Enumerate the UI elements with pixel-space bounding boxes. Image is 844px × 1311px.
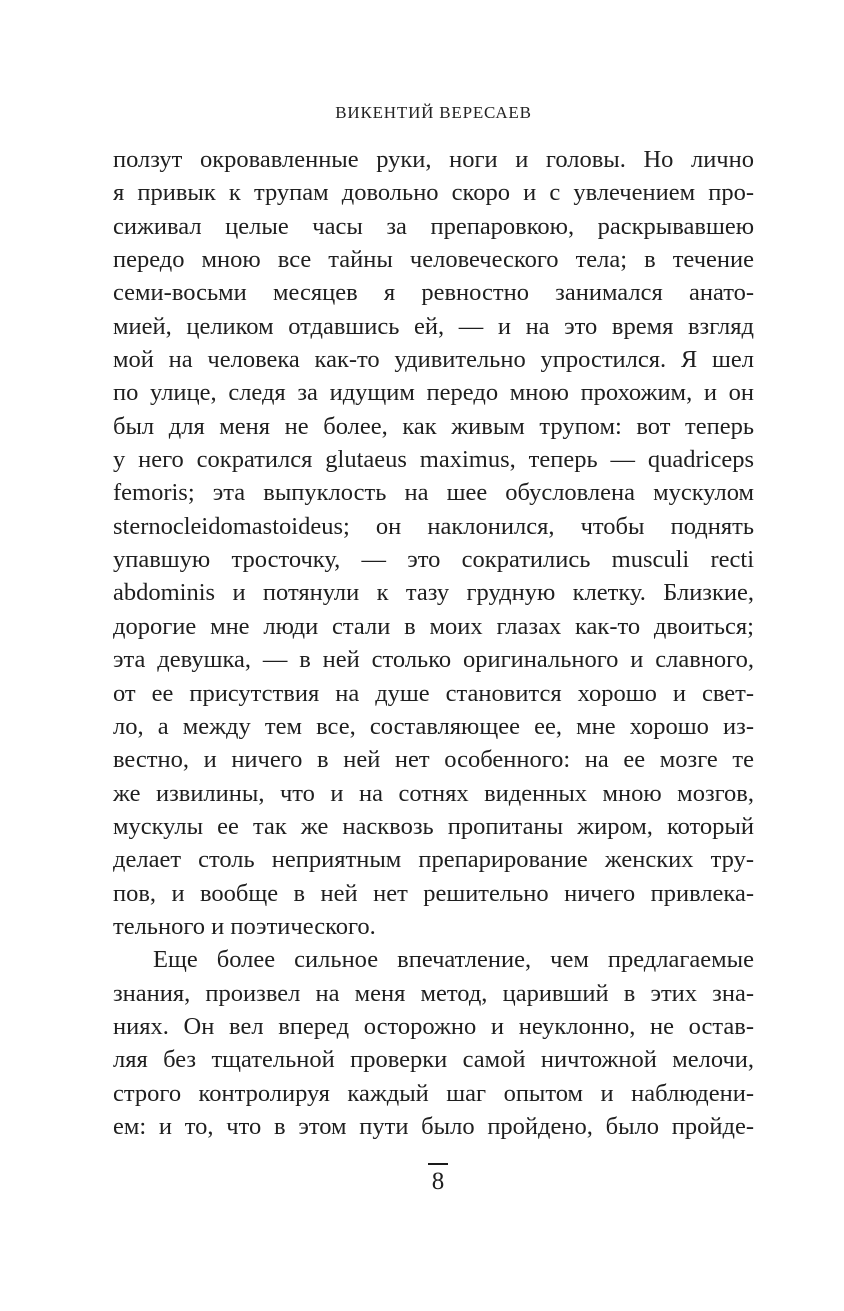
page-number-rule	[428, 1163, 448, 1165]
text-line: знания, произвел на меня метод, царивший в этих зна-	[113, 979, 754, 1007]
text-line: семи-восьми месяцев я ревностно занимался анато-	[113, 279, 754, 307]
text-line: по улице, следя за идущим передо мною прохожим, и он	[113, 379, 754, 407]
text-line: abdominis и потянули к тазу грудную клетку. Близкие,	[113, 579, 754, 607]
text-line: femoris; эта выпуклость на шее обусловлена мускулом	[113, 479, 754, 507]
body-text	[113, 143, 754, 1143]
page-number	[113, 1163, 763, 1194]
text-line: Еще более сильное впечатление, чем предлагаемые	[153, 946, 754, 974]
text-line: ем: и то, что в этом пути было пройдено, было пройде-	[113, 1112, 754, 1140]
page-number-digit: 8	[431, 1168, 445, 1195]
text-line: мией, целиком отдавшись ей, — и на это время взгляд	[113, 312, 754, 340]
text-line: делает столь неприятным препарирование женских тру-	[113, 846, 754, 874]
text-line: у него сократился glutaeus maximus, теперь — quadriceps	[113, 446, 754, 474]
text-line: ляя без тщательной проверки самой ничтожной мелочи,	[113, 1046, 754, 1074]
text-line: мой на человека как-то удивительно упростился. Я шел	[113, 346, 754, 374]
text-line: сиживал целые часы за препаровкою, раскрывавшею	[113, 212, 754, 240]
text-line: пов, и вообще в ней нет решительно ничего привлека-	[113, 879, 754, 907]
text-line: ниях. Он вел вперед осторожно и неуклонно, не остав-	[113, 1012, 754, 1040]
text-line: sternocleidomastoideus; он наклонился, чтобы поднять	[113, 512, 754, 540]
text-line: эта девушка, — в ней столько оригинального и славного,	[113, 646, 754, 674]
text-line: я привык к трупам довольно скоро и с увлечением про-	[113, 179, 754, 207]
text-line: дорогие мне люди стали в моих глазах как-то двоиться;	[113, 612, 754, 640]
text-line: передо мною все тайны человеческого тела; в течение	[113, 246, 754, 274]
text-line: же извилины, что и на сотнях виденных мною мозгов,	[113, 779, 754, 807]
text-line: вестно, и ничего в ней нет особенного: на ее мозге те	[113, 746, 754, 774]
text-line: мускулы ее так же насквозь пропитаны жиром, который	[113, 812, 754, 840]
text-line: строго контролируя каждый шаг опытом и наблюдени-	[113, 1079, 754, 1107]
text-line: ло, а между тем все, составляющее ее, мне хорошо из-	[113, 712, 754, 740]
text-line: от ее присутствия на душе становится хорошо и свет-	[113, 679, 754, 707]
text-line: упавшую тросточку, — это сократились musculi recti	[113, 546, 754, 574]
text-line: ползут окровавленные руки, ноги и головы. Но лично	[113, 146, 754, 173]
text-line: тельного и поэтического.	[113, 912, 376, 940]
running-header: ВИКЕНТИЙ ВЕРЕСАЕВ	[335, 103, 532, 122]
text-line: был для меня не более, как живым трупом: вот теперь	[113, 412, 754, 440]
